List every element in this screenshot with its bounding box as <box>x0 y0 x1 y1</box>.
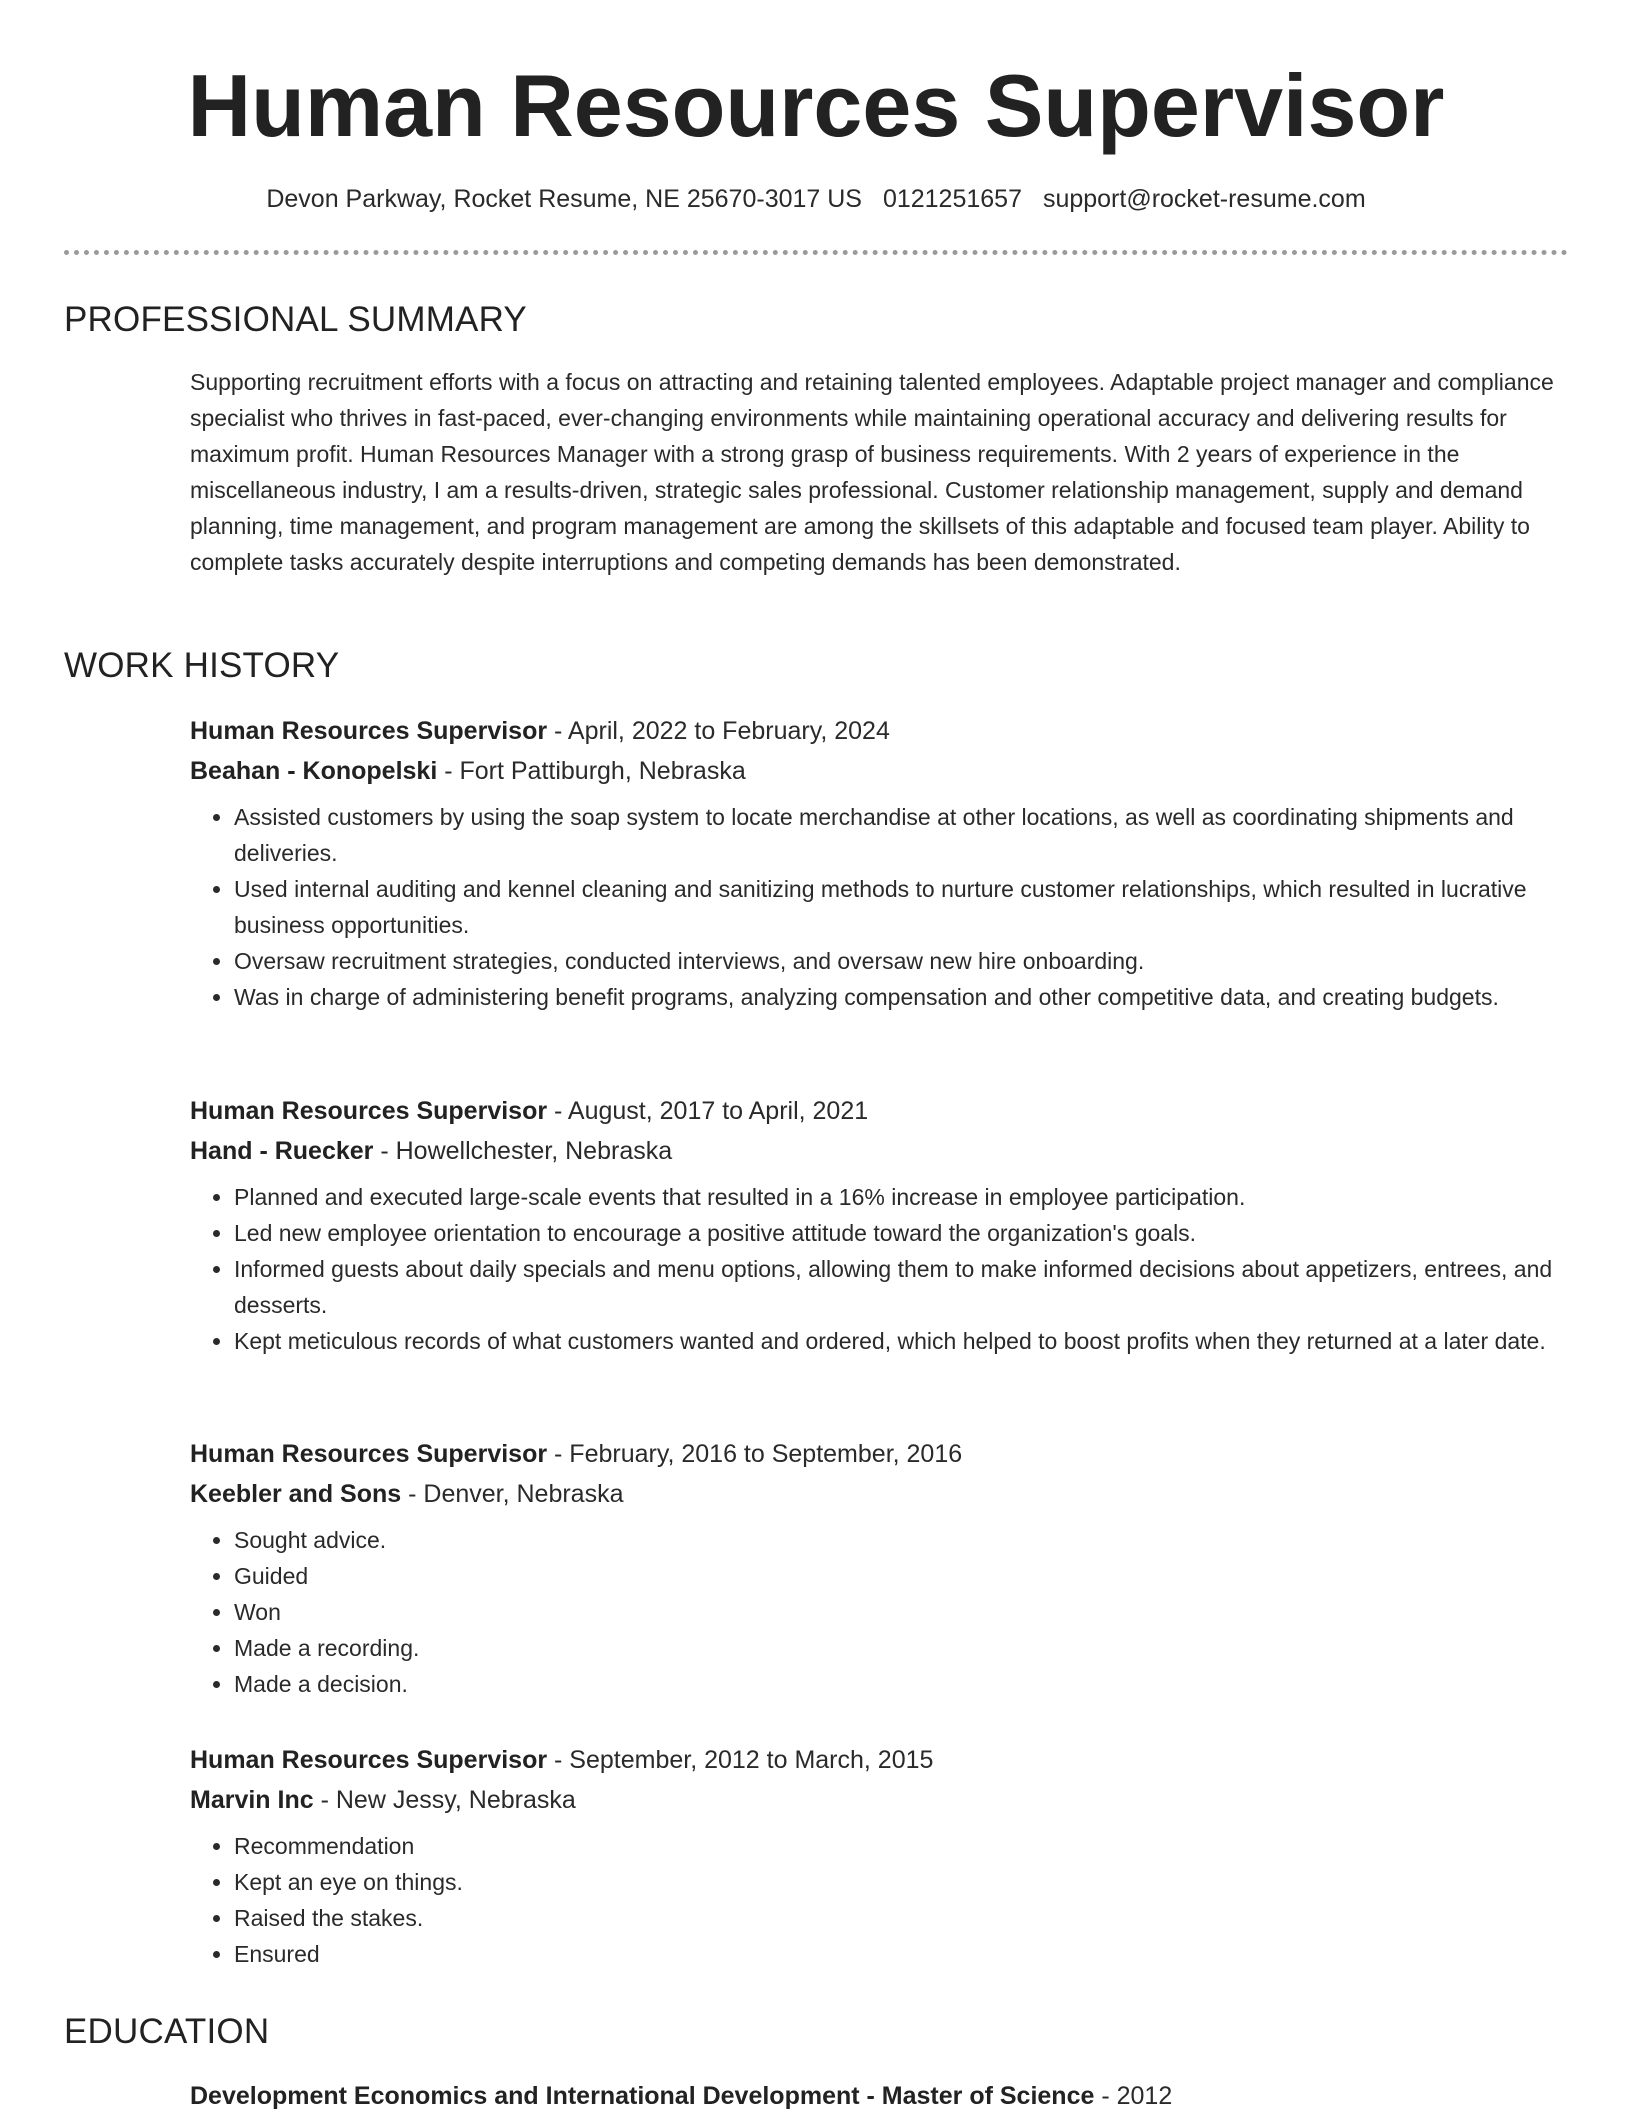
list-item: • Raised the stakes. <box>234 1900 1560 1936</box>
education-entry <box>190 2076 1172 2116</box>
list-item: • Used internal auditing and kennel cleaning and sanitizing methods to nurture customer relationships, which resulted in lucrative business opportunities. <box>234 871 1560 943</box>
list-item: • Ensured <box>234 1936 1560 1972</box>
list-item: • Won <box>234 1594 1560 1630</box>
resume-name: Human Resources Supervisor <box>187 56 1445 155</box>
job-bullets <box>190 1522 1560 1702</box>
list-item: • Sought advice. <box>234 1522 1560 1558</box>
job-location: - Denver, Nebraska <box>401 1480 624 1508</box>
job-company-line <box>190 1131 1560 1171</box>
job-title: Human Resources Supervisor <box>190 1440 548 1468</box>
job-title-line <box>190 1091 1560 1131</box>
job-company: Keebler and Sons <box>190 1480 402 1508</box>
job-title: Human Resources Supervisor <box>190 717 548 745</box>
job-company-line <box>190 1780 1560 1820</box>
job-entry <box>190 1740 1560 1972</box>
job-company-line <box>190 751 1560 791</box>
job-title-line <box>190 1740 1560 1780</box>
job-dates: - February, 2016 to September, 2016 <box>547 1440 963 1468</box>
education-year: - 2012 <box>1094 2082 1173 2110</box>
list-item: • Kept meticulous records of what customers wanted and ordered, which helped to boost profits when they returned at a later date. <box>234 1323 1560 1359</box>
job-location: - New Jessy, Nebraska <box>313 1786 576 1814</box>
contact-address: Devon Parkway, Rocket Resume, NE 25670-3017 US <box>266 185 862 213</box>
list-item: • Assisted customers by using the soap system to locate merchandise at other locations, as well as coordinating shipments and deliveries. <box>234 799 1560 871</box>
job-entry <box>190 1434 1560 1702</box>
job-company: Marvin Inc <box>190 1786 314 1814</box>
job-entry <box>190 1091 1560 1359</box>
job-location: - Howellchester, Nebraska <box>373 1137 673 1165</box>
job-bullets <box>190 799 1560 1015</box>
summary-text: Supporting recruitment efforts with a focus on attracting and retaining talented employees. Adaptable project manager and compliance specialist who thrives in fast-paced, ever-changing environments while maintaining operational accuracy and delivering results for maximum profit. Human Resources Manager with a strong grasp of business requirements. With 2 years of experience in the miscellaneous industry, I am a results-driven, strategic sales professional. Customer relationship management, supply and demand planning, time management, and program management are among the skillsets of this adaptable and focused team player. Ability to complete tasks accurately despite interruptions and competing demands has been demonstrated. <box>190 369 1554 575</box>
job-dates: - September, 2012 to March, 2015 <box>547 1746 934 1774</box>
summary-heading: PROFESSIONAL SUMMARY <box>64 300 527 339</box>
job-bullets <box>190 1828 1560 1972</box>
job-entry <box>190 711 1560 1015</box>
job-title: Human Resources Supervisor <box>190 1746 548 1774</box>
job-company: Hand - Ruecker <box>190 1137 374 1165</box>
list-item: • Oversaw recruitment strategies, conducted interviews, and oversaw new hire onboarding. <box>234 943 1560 979</box>
job-location: - Fort Pattiburgh, Nebraska <box>437 757 746 785</box>
header-divider <box>64 250 1568 255</box>
list-item: • Was in charge of administering benefit programs, analyzing compensation and other competitive data, and creating budgets. <box>234 979 1560 1015</box>
job-dates: - April, 2022 to February, 2024 <box>547 717 890 745</box>
contact-phone: 0121251657 <box>882 185 1022 213</box>
job-title: Human Resources Supervisor <box>190 1097 548 1125</box>
contact-email: support@rocket-resume.com <box>1042 185 1366 213</box>
list-item: • Informed guests about daily specials and menu options, allowing them to make informed decisions about appetizers, entrees, and desserts. <box>234 1251 1560 1323</box>
education-degree: Development Economics and International Development - Master of Science <box>190 2082 1095 2110</box>
list-item: • Made a decision. <box>234 1666 1560 1702</box>
job-company-line <box>190 1474 1560 1514</box>
job-title-line <box>190 1434 1560 1474</box>
job-bullets <box>190 1179 1560 1359</box>
job-dates: - August, 2017 to April, 2021 <box>547 1097 869 1125</box>
list-item: • Made a recording. <box>234 1630 1560 1666</box>
education-heading: EDUCATION <box>64 2012 270 2051</box>
list-item: • Planned and executed large-scale events that resulted in a 16% increase in employee participation. <box>234 1179 1560 1215</box>
job-company: Beahan - Konopelski <box>190 757 438 785</box>
contact-line <box>64 180 1568 218</box>
list-item: • Led new employee orientation to encourage a positive attitude toward the organization's goals. <box>234 1215 1560 1251</box>
job-title-line <box>190 711 1560 751</box>
list-item: • Kept an eye on things. <box>234 1864 1560 1900</box>
work-history-heading: WORK HISTORY <box>64 646 340 685</box>
list-item: • Recommendation <box>234 1828 1560 1864</box>
list-item: • Guided <box>234 1558 1560 1594</box>
